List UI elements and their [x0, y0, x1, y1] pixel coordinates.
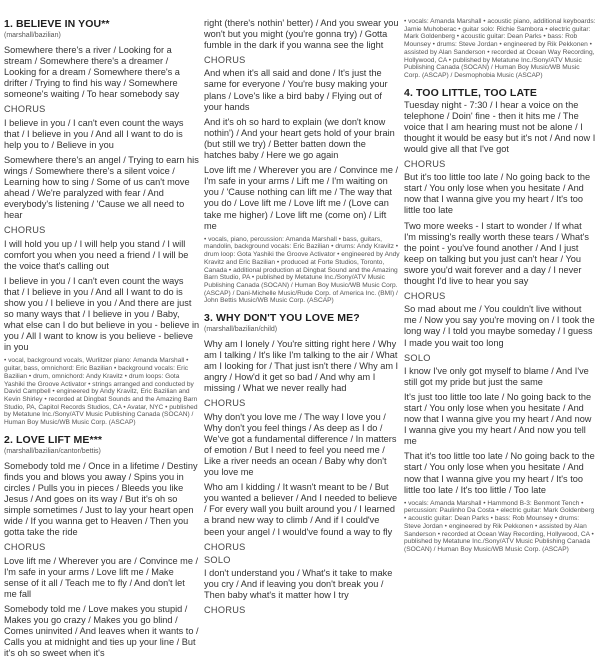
- song-section: [404, 87, 596, 554]
- lyric-stanza: And when it's all said and done / It's just the same for everyone / You're busy making your plans / Love's like a bird baby / Flying out of your hands: [204, 68, 388, 112]
- liner-notes: • vocal, background vocals, Wurlitzer piano: Amanda Marshall • guitar, bass, omnichord: Eric Bazilian • background vocals: Eric Bazilian • drum, omnichord: Andy Kravitz • drum loops: Gota Yashiki the Groove Activator • strings arranged and conducted by David Campbell • engineered by Andy Kravitz, Eric Bazilian and Kevin Shirley • recorded at Dingbat Sounds and the Amazing Barn Studio, PA, Capitol Records Studios, CA • Avatar, NYC • published by Metatune Inc./Sony/ATV Music Publishing Canada (SOCAN) / Human Boy Music/WB Music Corp. (ASCAP): [4, 357, 198, 427]
- song-section: [404, 18, 596, 80]
- lyric-stanza: That it's too little too late / No going back to the start / You only lose when you hesitate / And now that I wanna give you my heart / It's too little too late / It's too little / Too late: [404, 451, 595, 495]
- lyric-stanza: I know I've only got myself to blame / And I've still got my pride but just the same: [404, 365, 589, 387]
- liner-notes: • vocals: Amanda Marshall • Hammond B-3: Benmont Tench • percussion: Paulinho Da Costa • electric guitar: Mark Goldenberg • acoustic guitar: Dean Parks • bass: Rob Mounsey • drums: Steve Jordan • engineered by Rik Pekkonen • assisted by Alan Sanderson • recorded at Ocean Way Recording, Hollywood, CA • published by Metatune Inc./Sony/ATV Music Publishing Canada (SOCAN) / Human Boy Music/WB Music Corp. (ASCAP): [404, 499, 595, 553]
- lyric-stanza: I don't understand you / What's it take to make you cry / And if leaving you don't break you / Then baby what's it matter how I try: [204, 567, 393, 600]
- song-title: 2. LOVE LIFT ME***: [4, 433, 103, 446]
- section-label: CHORUS: [204, 541, 246, 552]
- section-label: CHORUS: [204, 398, 246, 409]
- lyric-stanza: Why am I lonely / You're sitting right here / Why am I talking / It's like I'm talking to the air / What am I looking for / That just isn't there / Why am I angry / How'd it get so bad / And why am I missing / What we never really had: [204, 339, 399, 394]
- lyric-stanza: Somewhere there's an angel / Trying to earn his wings / Somewhere there's a silent voice / Learning how to sing / Some of us can't move ahead / We're paralyzed with fear / And everybody's listening / 'Cause we all need to hear: [4, 154, 199, 221]
- lyric-stanza: Somewhere there's a river / Looking for a stream / Somewhere there's a dreamer / Looking for a dream / Somewhere there's a drifter / Trying to find his way / Somewhere someone's waiting / To hear somebody say: [4, 45, 180, 100]
- lyric-stanza: Why don't you love me / The way I love you / Why don't you feel things / As deep as I do / We've got a fundamental difference / In matters of emotion / But I need to feel you need me / Like a river needs an ocean / Baby why don't you love me: [204, 411, 397, 478]
- column-3: [404, 18, 596, 561]
- lyric-stanza: And it's oh so hard to explain (we don't know nothin') / And your heart gets hold of your brain (but still we try) / Better batten down the hatches baby / Here we go again: [204, 116, 395, 161]
- liner-notes: • vocals: Amanda Marshall • acoustic piano, additional keyboards: Jamie Muhoberac • guitar solo: Richie Sambora • electric guitar: Mark Goldenberg • acoustic guitar: Dean Parks • bass: Rob Mounsey • drums: Steve Jordan • engineered by Rik Pekkonen • assisted by Alan Sanderson • recorded at Ocean Way Recording, Hollywood, CA • published by Metatune Inc./Sony/ATV Music Publishing Canada (SOCAN) / Human Boy Music/WB Music Corp. (ASCAP) / Desmophobia Music (ASCAP): [404, 18, 596, 79]
- songwriter-credit: (marshall/bazilian/cantor/bettis): [4, 447, 101, 455]
- lyric-stanza: Who am I kidding / It wasn't meant to be / But you wanted a believer / And I needed to believe / For every wall you built around you / I learned a brand new way to climb / And if I could've been your angel / I would've found a way to fly: [204, 482, 398, 537]
- section-label: CHORUS: [204, 605, 246, 616]
- song-section: [4, 434, 200, 660]
- lyric-stanza: Two more weeks - I start to wonder / If what I'm missing's really worth these tears / What's the point - you've found another / And I just keep on talking but you just can't hear / You swore you'd wait forever and a day / I never thought I'd live to hear you say: [404, 220, 589, 287]
- song-section: [4, 18, 200, 427]
- songwriter-credit: (marshall/bazilian/child): [204, 326, 278, 334]
- song-section: [204, 18, 400, 305]
- section-label: CHORUS: [4, 225, 46, 236]
- column-1: [4, 18, 200, 663]
- lyric-stanza: So mad about me / You couldn't live without me / Now you say you're moving on / I took the long way / I told you maybe someday / I guess I made you wait too long: [404, 304, 595, 348]
- lyric-stanza: But it's too little too late / No going back to the start / You only lose when you hesitate / And now that I wanna give you my heart / It's too little too late: [404, 172, 591, 216]
- song-title: 1. BELIEVE IN YOU**: [4, 18, 110, 30]
- lyric-stanza: I believe in you / I can't even count the ways that / I believe in you / And all I want to do is help you to / Believe in you: [4, 117, 184, 150]
- liner-notes: • vocals, piano, percussion: Amanda Marshall • bass, guitars, mandolin, background vocals: Eric Bazilian • drums: Andy Kravitz • drum loop: Gota Yashiki the Groove Activator • engineered by Andy Kravitz and Eric Bazilian • produced at Forte Studios, Toronto, Canada • additional production at Dingbat Sound and the Amazing Barn Studio, PA • published by Metatune Inc./Sony/ATV Music Publishing Canada (SOCAN) / Human Boy Music/WB Music Corp. (ASCAP) / Dani-Michelle Music/Rude Corp. of America Inc. (BMI) / John Bettis Music/WB Music Corp. (ASCAP): [204, 235, 400, 305]
- lyric-stanza: I will hold you up / I will help you stand / I will comfort you when you need a friend / I will be the voice that's calling out: [4, 238, 189, 271]
- section-label: SOLO: [204, 554, 231, 565]
- lyric-stanza: right (there's nothin' better) / And you swear you won't but you might (you're gonna try) / Gotta fumble in the dark if you wanna see the light: [204, 18, 399, 51]
- section-label: SOLO: [404, 352, 431, 363]
- section-label: CHORUS: [4, 542, 46, 553]
- lyric-stanza: Love lift me / Wherever you are / Convince me / I'm safe in your arms / Love lift me / Make sense of it all / Teach me to fly / And don't let me fall: [4, 555, 199, 599]
- section-label: CHORUS: [204, 55, 246, 66]
- lyric-stanza: Love lift me / Wherever you are / Convince me / I'm safe in your arms / Lift me / I'm waiting on you / 'Cause nothing can lift me / The way that you do / Love lift me / Love lift me / (Love can take me higher) / Love lift me (come on) / Lift me: [204, 165, 399, 231]
- lyric-stanza: Tuesday night - 7:30 / I hear a voice on the telephone / Doin' fine - then it hits me / The voice that I am hearing must not be alone / I thought it would be easy but it's not / And now I would give all that I've got: [404, 99, 596, 154]
- lyric-stanza: Somebody told me / Once in a lifetime / Destiny finds you and blows you away / Spins you in circles / Pulls you in pieces / Bleeds you like Jesus / And goes on its way / But it's oh so simple sometimes / Just to lay your heart open wide / If you wanna get to Heaven / Then you gotta take the ride: [4, 460, 198, 538]
- song-title: 4. TOO LITTLE, TOO LATE: [404, 86, 537, 99]
- section-label: CHORUS: [4, 104, 46, 115]
- lyric-stanza: I believe in you / I can't even count the ways that / I believe in you / And all I want to do is show you / I believe in you / And there are just so many ways that / I believe in you / Baby, what else can I do but believe in you - believe in you / All I want to know is you believe - believe in you: [4, 275, 200, 353]
- song-section: [204, 312, 400, 616]
- song-title: 3. WHY DON'T YOU LOVE ME?: [204, 312, 360, 325]
- column-2: [204, 18, 400, 618]
- section-label: CHORUS: [404, 159, 446, 170]
- songwriter-credit: (marshall/bazilian): [4, 32, 61, 39]
- lyric-stanza: It's just too little too late / No going back to the start / You only lose when you hesitate / And now that I wanna give you my heart / And now I wanna give you my heart / And now you tell me: [404, 391, 592, 447]
- lyric-stanza: Somebody told me / Love makes you stupid / Makes you go crazy / Makes you go blind / Comes uninvited / And leaves when it wants to / Calls you at midnight and ties up your line / But it's oh so sweet when it's: [4, 603, 199, 659]
- section-label: CHORUS: [404, 291, 446, 302]
